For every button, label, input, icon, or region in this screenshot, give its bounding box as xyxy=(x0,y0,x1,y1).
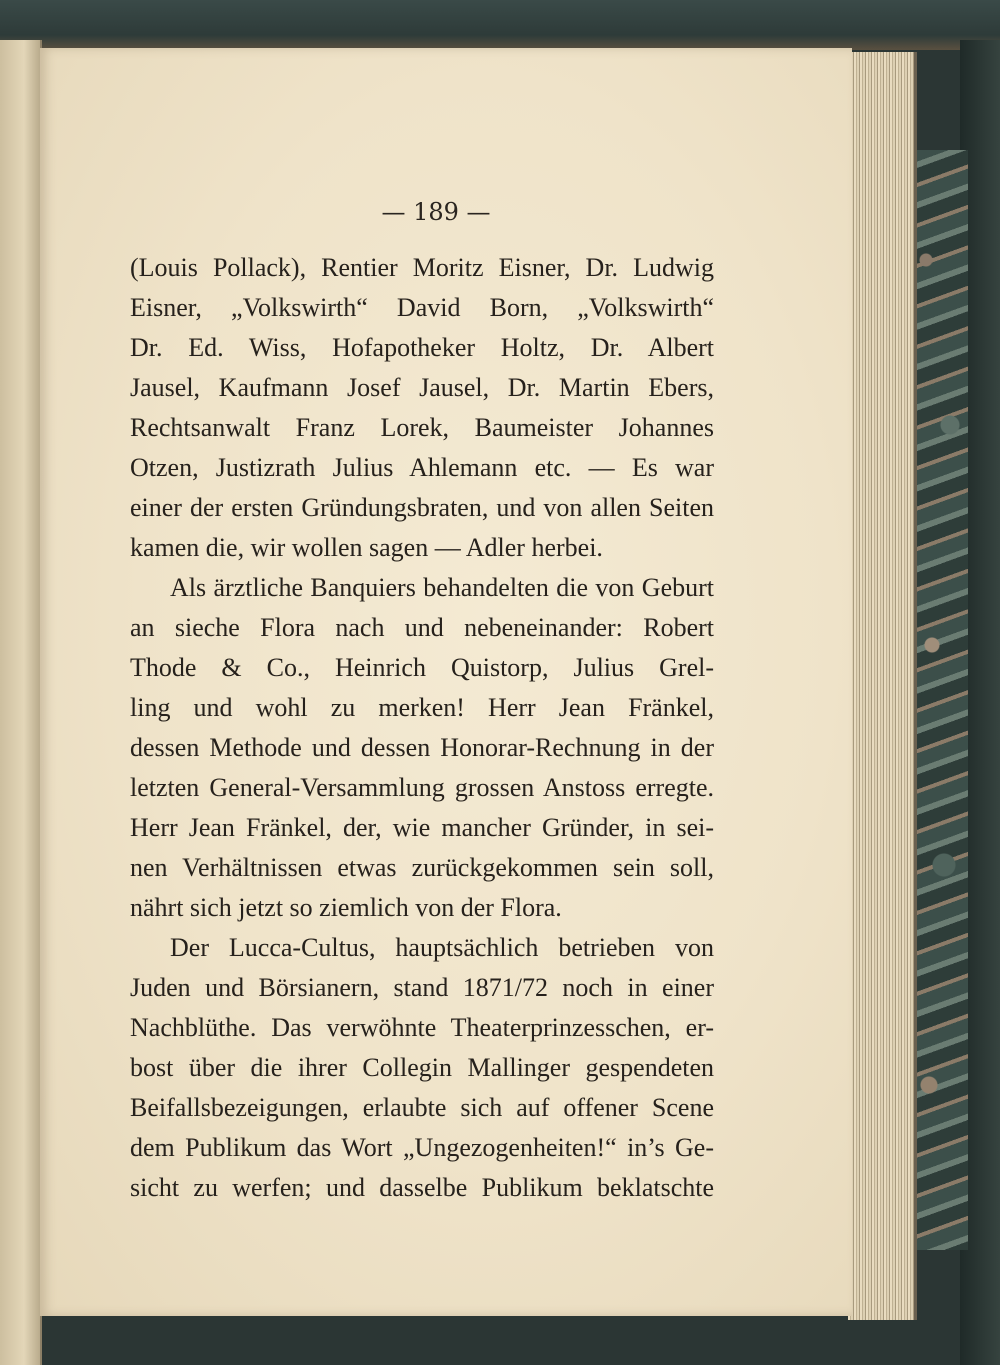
book-top-edge xyxy=(0,0,1000,50)
marbled-endpaper xyxy=(908,150,968,1250)
text-line: sicht zu werfen; und dasselbe Publikum beklatschte xyxy=(130,1173,714,1202)
text-line: ling und wohl zu merken! Herr Jean Fränkel, xyxy=(130,693,714,722)
text-line: dessen Methode und dessen Honorar-Rechnung in der xyxy=(130,733,714,762)
text-line: bost über die ihrer Collegin Mallinger gespendeten xyxy=(130,1053,714,1082)
text-line: Herr Jean Fränkel, der, wie mancher Gründer, in sei- xyxy=(130,813,714,842)
text-line: Als ärztliche Banquiers behandelten die von Geburt xyxy=(170,573,714,602)
text-line: an sieche Flora nach und nebeneinander: Robert xyxy=(130,613,714,642)
text-line: Eisner, „Volkswirth“ David Born, „Volkswirth“ xyxy=(130,293,714,322)
book-page xyxy=(40,48,852,1316)
page-text xyxy=(130,248,714,1208)
text-line: nen Verhältnissen etwas zurückgekommen sein soll, xyxy=(130,853,714,882)
text-line: nährt sich jetzt so ziemlich von der Flora. xyxy=(130,893,562,922)
text-line: Juden und Börsianern, stand 1871/72 noch in einer xyxy=(130,973,714,1002)
page-number: — 189 — xyxy=(381,198,491,226)
text-line: kamen die, wir wollen sagen — Adler herbei. xyxy=(130,533,603,562)
text-line: Thode & Co., Heinrich Quistorp, Julius Grel- xyxy=(130,653,714,682)
text-line: (Louis Pollack), Rentier Moritz Eisner, Dr. Ludwig xyxy=(130,253,714,282)
text-line: Dr. Ed. Wiss, Hofapotheker Holtz, Dr. Albert xyxy=(130,333,714,362)
text-line: Otzen, Justizrath Julius Ahlemann etc. — Es war xyxy=(130,453,714,482)
text-line: letzten General-Versammlung grossen Anstoss erregte. xyxy=(130,773,714,802)
page-block-edges xyxy=(848,52,917,1320)
text-line: Beifallsbezeigungen, erlaubte sich auf offener Scene xyxy=(130,1093,714,1122)
text-line: Der Lucca-Cultus, hauptsächlich betrieben von xyxy=(170,933,714,962)
text-line: dem Publikum das Wort „Ungezogenheiten!“ in’s Ge- xyxy=(130,1133,714,1162)
text-line: einer der ersten Gründungsbraten, und von allen Seiten xyxy=(130,493,714,522)
text-line: Rechtsanwalt Franz Lorek, Baumeister Johannes xyxy=(130,413,714,442)
text-line: Jausel, Kaufmann Josef Jausel, Dr. Martin Ebers, xyxy=(130,373,714,402)
previous-page-edge xyxy=(0,40,42,1365)
text-line: Nachblüthe. Das verwöhnte Theaterprinzesschen, er- xyxy=(130,1013,714,1042)
